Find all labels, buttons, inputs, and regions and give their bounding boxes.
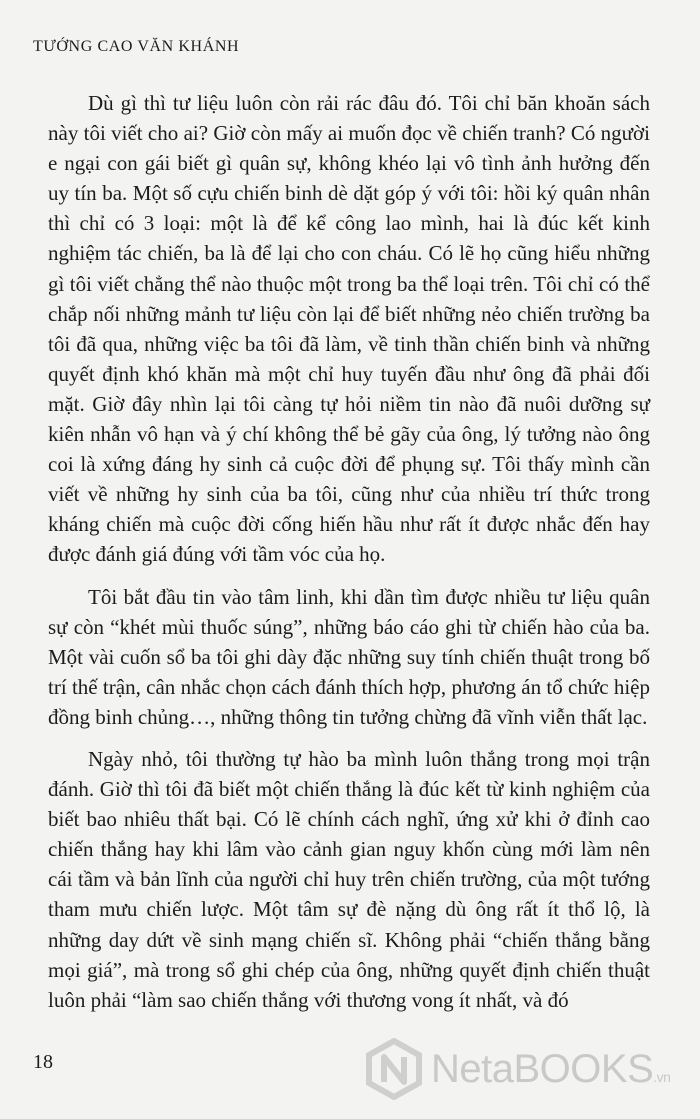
paragraph: Dù gì thì tư liệu luôn còn rải rác đâu đó. Tôi chỉ băn khoăn sách này tôi viết cho ai? Giờ còn mấy ai muốn đọc về chiến tranh? Có người e ngại con gái biết gì quân sự, không khéo lại vô tình ảnh hưởng đến uy tín ba. Một số cựu chiến binh dè dặt góp ý với tôi: hồi ký quân nhân thì chỉ có 3 loại: một là để kể công lao mình, hai là đúc kết kinh nghiệm tác chiến, ba là để lại cho con cháu. Có lẽ họ cũng hiểu những gì tôi viết chẳng thể nào thuộc một trong ba thể loại trên. Tôi chỉ có thể chắp nối những mảnh tư liệu còn lại để biết những nẻo chiến trường ba tôi đã qua, những việc ba tôi đã làm, về tinh thần chiến binh và những quyết định khó khăn mà một chỉ huy tuyến đầu như ông đã phải đối mặt. Giờ đây nhìn lại tôi càng tự hỏi niềm tin nào đã nuôi dưỡng sự kiên nhẫn vô hạn và ý chí không thể bẻ gãy của ông, lý tưởng nào ông coi là xứng đáng hy sinh cả cuộc đời để phụng sự. Tôi thấy mình cần viết về những hy sinh của ba tôi, cũng như của nhiều trí thức trong kháng chiến mà cuộc đời cống hiến hầu như rất ít được nhắc đến hay được đánh giá đúng với tầm vóc của họ. <box>48 91 650 567</box>
paragraph: Tôi bắt đầu tin vào tâm linh, khi dần tìm được nhiều tư liệu quân sự còn “khét mùi thuốc súng”, những báo cáo ghi từ chiến hào của ba. Một vài cuốn sổ ba tôi ghi dày đặc những suy tính chiến thuật trong bố trí thế trận, cân nhắc chọn cách đánh thích hợp, phương án tổ chức hiệp đồng binh chủng…, những thông tin tưởng chừng đã vĩnh viễn thất lạc. <box>48 584 650 729</box>
watermark <box>365 1038 670 1100</box>
netabooks-logo-icon <box>365 1038 423 1100</box>
paragraph: Ngày nhỏ, tôi thường tự hào ba mình luôn thắng trong mọi trận đánh. Giờ thì tôi đã biết một chiến thắng là đúc kết từ kinh nghiệm của biết bao nhiêu thất bại. Có lẽ chính cách nghĩ, ứng xử khi ở đỉnh cao chiến thắng hay khi lâm vào cảnh gian nguy khốn cùng mới làm nên cái tầm và bản lĩnh của người chỉ huy trên chiến trường, của một tướng tham mưu chiến lược. Một tâm sự đè nặng dù ông rất ít thổ lộ, là những day dứt về sinh mạng chiến sĩ. Không phải “chiến thắng bằng mọi giá”, mà trong sổ ghi chép của ông, những quyết định chiến thuật luôn phải “làm sao chiến thắng với thương vong ít nhất, và đó <box>48 746 650 1012</box>
running-head: TƯỚNG CAO VĂN KHÁNH <box>33 38 240 55</box>
page-number: 18 <box>33 1051 53 1073</box>
body-text <box>48 88 650 1027</box>
watermark-text: NetaBOOKS.vn <box>431 1046 671 1091</box>
